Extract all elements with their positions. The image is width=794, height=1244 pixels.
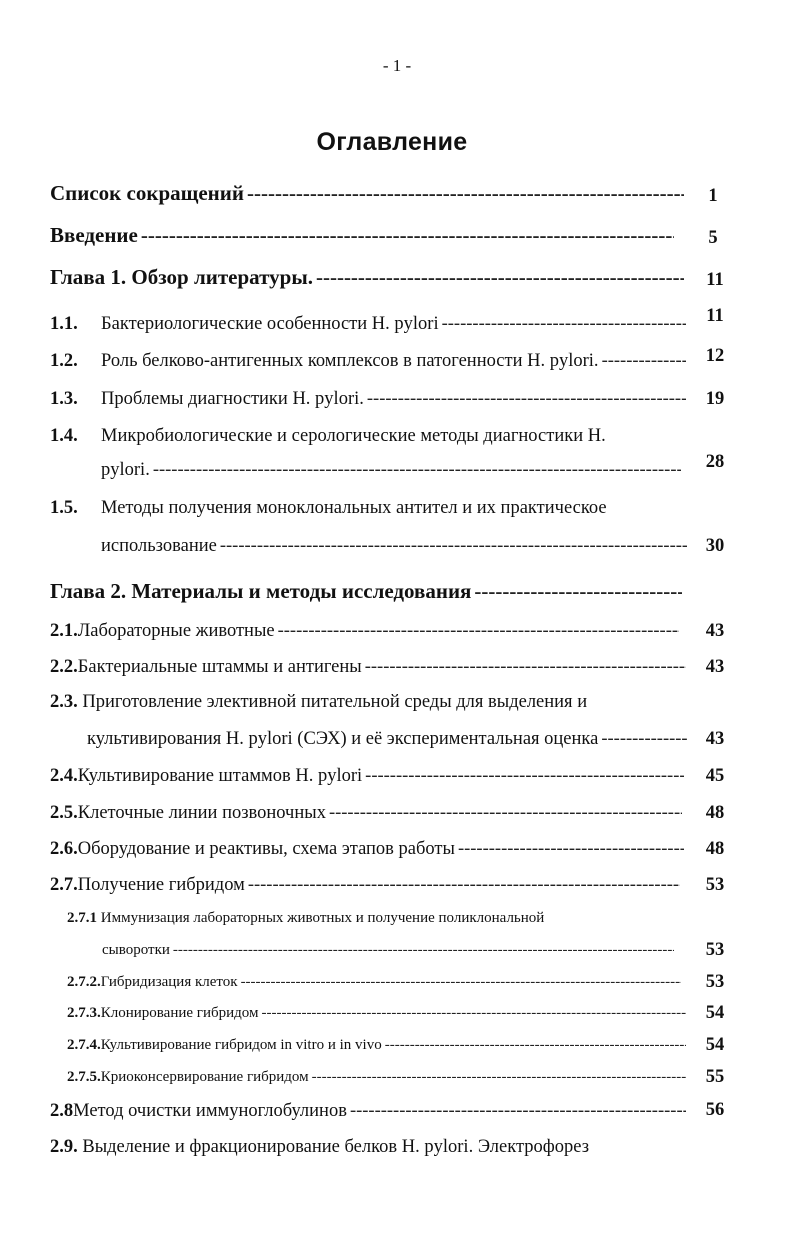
toc-entry: [50, 426, 606, 447]
toc-entry-number: 1.1.: [50, 314, 78, 334]
toc-entry: [50, 692, 587, 713]
toc-entry-label: сыворотки: [102, 942, 170, 958]
leader-dots: [365, 766, 684, 787]
toc-page: 48: [705, 839, 725, 859]
toc-page: 11: [706, 270, 724, 290]
toc-entry-label: Проблемы диагностики H. pylori.: [101, 389, 364, 409]
toc-page: 28: [705, 452, 725, 472]
toc-page: 5: [708, 228, 718, 248]
toc-entry: [67, 910, 544, 927]
toc-entry: [50, 579, 682, 604]
toc-entry-label: культивирования H. pylori (СЭХ) и её экспериментальная оценка: [87, 729, 599, 749]
toc-entry-number: 1.4.: [50, 426, 78, 446]
toc-page: 1: [708, 186, 718, 206]
toc-entry: [67, 1037, 686, 1054]
toc-page: 43: [705, 729, 725, 749]
toc-entry-number: 2.7.5.: [67, 1069, 101, 1085]
leader-dots: [220, 536, 687, 557]
toc-page: 54: [705, 1035, 725, 1055]
toc-entry: [50, 766, 684, 787]
leader-dots: [442, 314, 686, 335]
toc-entry-label: Клеточные линии позвоночных: [77, 803, 326, 823]
toc-entry-label: Бактериологические особенности H. pylori: [101, 314, 439, 334]
leader-dots: [367, 389, 686, 410]
toc-page: 53: [705, 940, 725, 960]
toc-page: 56: [705, 1100, 725, 1120]
toc-entry: [50, 875, 680, 896]
leader-dots: [601, 729, 687, 750]
leader-dots: [458, 839, 684, 860]
toc-entry-number: 1.3.: [50, 389, 78, 409]
toc-entry: [50, 1137, 589, 1158]
toc-entry: [50, 223, 674, 248]
leader-dots: [247, 181, 684, 206]
toc-title: Оглавление: [316, 128, 468, 156]
toc-entry-number: 2.7.4.: [67, 1037, 101, 1053]
toc-entry-label: Клонирование гибридом: [100, 1005, 259, 1021]
toc-entry-label: Методы получения моноклональных антител и их практическое: [101, 498, 607, 518]
toc-page: 12: [705, 346, 725, 366]
toc-entry-label: Микробиологические и серологические методы диагностики H.: [101, 426, 606, 446]
toc-entry-label: Роль белково-антигенных комплексов в патогенности H. pylori.: [101, 351, 599, 371]
leader-dots: [261, 1005, 686, 1022]
leader-dots: [316, 265, 684, 290]
toc-entry: [50, 351, 686, 372]
toc-entry-number: 1.5.: [50, 498, 78, 518]
leader-dots: [602, 351, 686, 372]
toc-entry-label: Культивирование гибридом in vitro и in vivo: [100, 1037, 382, 1053]
leader-dots: [329, 803, 682, 824]
toc-entry: [50, 389, 686, 410]
page-number: - 1 -: [382, 56, 412, 75]
toc-entry-continuation: [101, 460, 681, 481]
leader-dots: [153, 460, 681, 481]
leader-dots: [241, 974, 681, 991]
toc-entry: [50, 839, 684, 860]
toc-entry-number: 2.1.: [50, 621, 78, 641]
toc-entry-label: Гибридизация клеток: [100, 974, 238, 990]
toc-entry: [50, 498, 607, 519]
toc-entry-label: использование: [101, 536, 217, 556]
toc-entry-label: Введение: [50, 223, 138, 247]
toc-entry-label: Оборудование и реактивы, схема этапов работы: [77, 839, 455, 859]
toc-entry-label: pylori.: [101, 460, 150, 480]
toc-entry-number: 2.6.: [50, 839, 78, 859]
toc-entry-label: Культивирование штаммов H. pylori: [77, 766, 363, 786]
toc-entry-label: Метод очистки иммуноглобулинов: [73, 1101, 347, 1121]
toc-page: 54: [705, 1003, 725, 1023]
toc-entry-label: Список сокращений: [50, 181, 244, 205]
toc-entry: [67, 974, 681, 991]
toc-entry: [67, 1069, 686, 1086]
toc-entry: [50, 1101, 686, 1122]
toc-page: 43: [705, 657, 725, 677]
toc-entry: [50, 803, 682, 824]
toc-entry-number: 2.4.: [50, 766, 78, 786]
leader-dots: [385, 1037, 686, 1054]
toc-page: 11: [706, 306, 724, 326]
leader-dots: [312, 1069, 686, 1086]
toc-entry: [50, 657, 686, 678]
toc-entry: [50, 265, 684, 290]
toc-entry-number: 2.7.3.: [67, 1005, 101, 1021]
toc-page: 19: [705, 389, 725, 409]
toc-entry-continuation: [102, 942, 674, 959]
toc-entry-number: 2.8: [50, 1101, 74, 1121]
toc-entry-number: 2.5.: [50, 803, 78, 823]
toc-entry-number: 2.7.2.: [67, 974, 101, 990]
toc-entry-label: Приготовление элективной питательной среды для выделения и: [77, 692, 588, 712]
leader-dots: [350, 1101, 686, 1122]
toc-entry-label: Иммунизация лабораторных животных и получение поликлональной: [97, 910, 545, 926]
toc-page: 45: [705, 766, 725, 786]
toc-entry: [67, 1005, 686, 1022]
toc-page: 55: [705, 1067, 725, 1087]
toc-entry-number: 2.7.: [50, 875, 78, 895]
leader-dots: [248, 875, 680, 896]
toc-page: 43: [705, 621, 725, 641]
leader-dots: [278, 621, 679, 642]
toc-entry-continuation: [101, 536, 687, 557]
toc-entry-number: 2.7.1: [67, 910, 97, 926]
toc-entry-label: Криоконсервирование гибридом: [100, 1069, 309, 1085]
toc-entry-number: 1.2.: [50, 351, 78, 371]
toc-entry: [50, 621, 679, 642]
leader-dots: [365, 657, 686, 678]
toc-page: 53: [705, 875, 725, 895]
toc-entry-number: 2.9.: [50, 1137, 78, 1157]
toc-entry-label: Выделение и фракционирование белков H. pylori. Электрофорез: [77, 1137, 590, 1157]
leader-dots: [141, 223, 674, 248]
toc-page: 48: [705, 803, 725, 823]
toc-page: 30: [705, 536, 725, 556]
toc-entry-number: 2.3.: [50, 692, 78, 712]
toc-entry-label: Глава 1. Обзор литературы.: [50, 265, 313, 289]
leader-dots: [173, 942, 674, 959]
toc-entry-number: 2.2.: [50, 657, 78, 677]
toc-entry-label: Лабораторные животные: [77, 621, 275, 641]
toc-entry-label: Бактериальные штаммы и антигены: [77, 657, 362, 677]
toc-entry: [50, 181, 684, 206]
toc-page: 53: [705, 972, 725, 992]
leader-dots: [474, 579, 682, 604]
toc-entry-label: Глава 2. Материалы и методы исследования: [50, 579, 472, 603]
toc-entry-continuation: [87, 729, 687, 750]
toc-entry-label: Получение гибридом: [77, 875, 245, 895]
toc-entry: [50, 314, 686, 335]
